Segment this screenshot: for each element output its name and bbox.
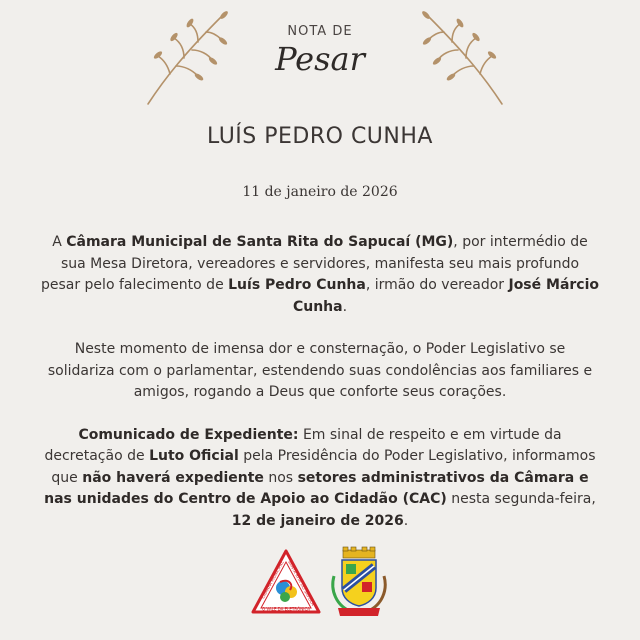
deceased-name: LUÍS PEDRO CUNHA (207, 124, 433, 149)
camara-logo-text-left: CÂMARA MUNICIPAL (260, 560, 285, 600)
paragraph-condolence (40, 232, 600, 318)
camara-logo-text-bottom: O VALE DA ELETRÔNICA (261, 606, 311, 612)
notice-label: Comunicado de Expediente: (78, 426, 299, 443)
city-crest-logo (328, 546, 390, 620)
official-mourning: Luto Oficial (149, 448, 239, 464)
affected-sectors: setores administrativos da Câmara e nas unidades do Centro de Apoio ao Cidadão (CAC) (44, 469, 589, 507)
text-segment: A (52, 234, 67, 250)
text-segment: Em sinal de respeito e em virtude da decretação de (44, 426, 562, 464)
header-nota-de: NOTA DE (287, 24, 353, 39)
note-date: 11 de janeiro de 2026 (242, 184, 398, 200)
paragraph-solidarity: Neste momento de imensa dor e consternação, o Poder Legislativo se solidariza com o parlamentar, estendendo suas condolências aos familiares e amigos, rogando a Deus que conforte seus corações. (47, 341, 593, 400)
text-segment: nesta segunda-feira, (446, 491, 596, 507)
text-segment: , irmão do vereador (365, 277, 509, 293)
closure-date: 12 de janeiro de 2026 (231, 512, 404, 529)
councilman-name: José Márcio Cunha (292, 277, 600, 315)
note-body (40, 232, 600, 553)
deceased-name-bold: Luís Pedro Cunha (228, 277, 366, 293)
paragraph-notice (40, 425, 600, 533)
camara-logo-text-right: SANTA RITA DO SAPUCA (287, 559, 316, 607)
text-segment: pela Presidência do Poder Legislativo, informamos que (51, 448, 596, 486)
text-segment: . (342, 298, 348, 315)
text-segment: . (403, 512, 409, 529)
text-segment: nos (263, 469, 298, 486)
chamber-name: Câmara Municipal de Santa Rita do Sapucaí (MG) (66, 234, 454, 250)
logos-footer (0, 546, 640, 626)
camara-municipal-logo (250, 548, 322, 618)
header-pesar: Pesar (275, 40, 365, 78)
no-work-notice: não haverá expediente (82, 469, 264, 486)
text-segment: , por intermédio de sua Mesa Diretora, vereadores e servidores, manifesta seu mais profundo pesar pelo falecimento de (40, 234, 588, 293)
